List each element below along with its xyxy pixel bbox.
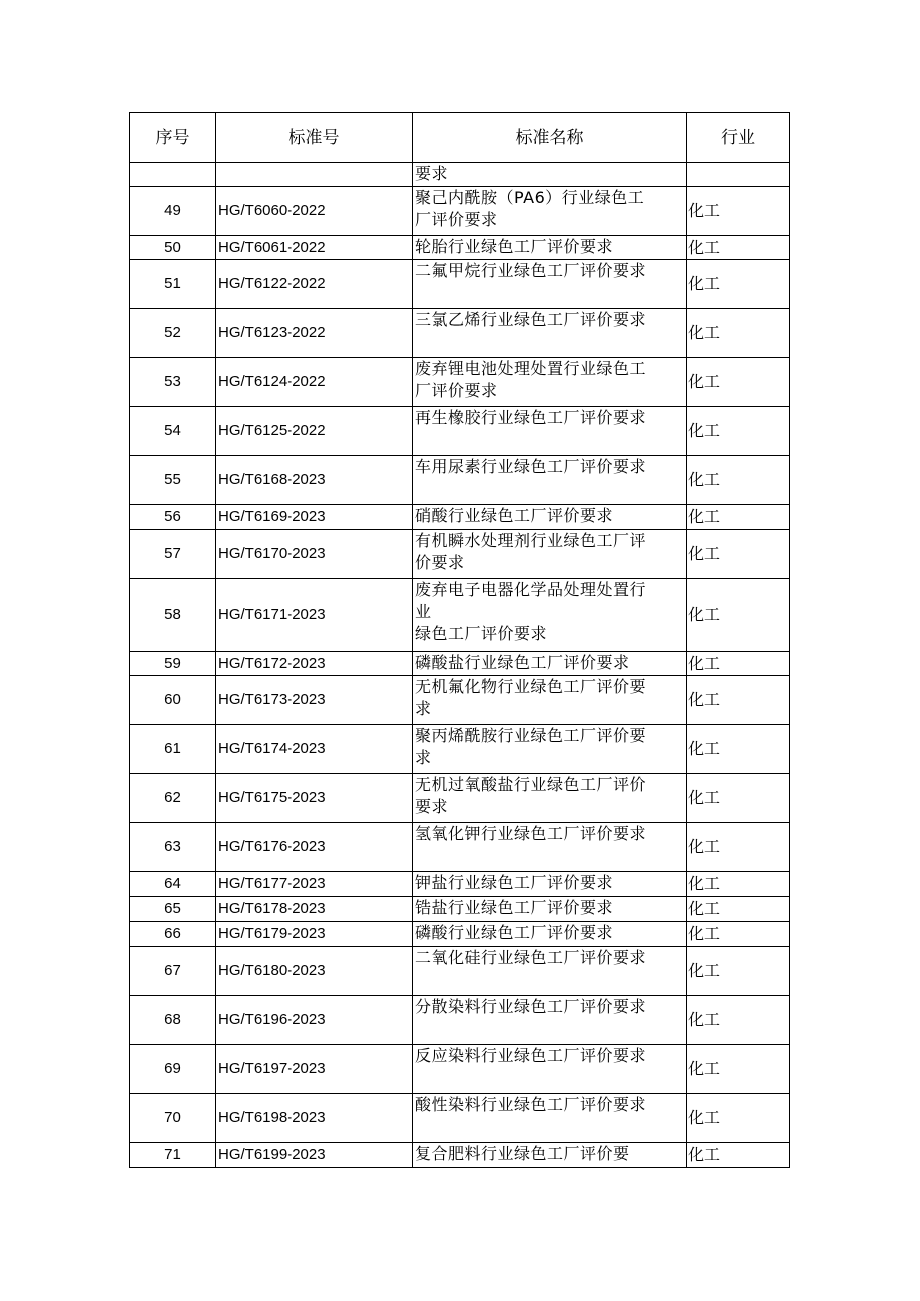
cell-no: 65 <box>130 897 216 922</box>
cell-no: 51 <box>130 260 216 309</box>
cell-no: 67 <box>130 947 216 996</box>
cell-industry: 化工 <box>687 187 790 236</box>
table-row <box>130 407 790 456</box>
cell-code: HG/T6172-2023 <box>216 652 413 676</box>
table-row <box>130 872 790 897</box>
cell-no: 66 <box>130 922 216 947</box>
cell-no <box>130 163 216 187</box>
table-row <box>130 579 790 652</box>
table-row <box>130 996 790 1045</box>
cell-name: 无机过氧酸盐行业绿色工厂评价 要求 <box>413 774 687 823</box>
cell-no: 59 <box>130 652 216 676</box>
cell-industry: 化工 <box>687 358 790 407</box>
cell-no: 54 <box>130 407 216 456</box>
cell-industry: 化工 <box>687 1143 790 1168</box>
cell-name: 聚丙烯酰胺行业绿色工厂评价要 求 <box>413 725 687 774</box>
cell-name: 轮胎行业绿色工厂评价要求 <box>413 236 687 260</box>
cell-industry: 化工 <box>687 1094 790 1143</box>
cell-name: 废弃电子电器化学品处理处置行 业 绿色工厂评价要求 <box>413 579 687 652</box>
cell-code: HG/T6122-2022 <box>216 260 413 309</box>
cell-industry: 化工 <box>687 922 790 947</box>
cell-code: HG/T6198-2023 <box>216 1094 413 1143</box>
table-row <box>130 456 790 505</box>
cell-name: 复合肥料行业绿色工厂评价要 <box>413 1143 687 1168</box>
cell-code: HG/T6177-2023 <box>216 872 413 897</box>
cell-no: 55 <box>130 456 216 505</box>
cell-code: HG/T6169-2023 <box>216 505 413 530</box>
header-code: 标准号 <box>216 113 413 163</box>
cell-no: 49 <box>130 187 216 236</box>
cell-code: HG/T6199-2023 <box>216 1143 413 1168</box>
table-row <box>130 922 790 947</box>
cell-industry: 化工 <box>687 947 790 996</box>
cell-name: 磷酸行业绿色工厂评价要求 <box>413 922 687 947</box>
cell-no: 58 <box>130 579 216 652</box>
cell-no: 50 <box>130 236 216 260</box>
cell-industry: 化工 <box>687 725 790 774</box>
table-row <box>130 676 790 725</box>
cell-code: HG/T6180-2023 <box>216 947 413 996</box>
cell-name: 硝酸行业绿色工厂评价要求 <box>413 505 687 530</box>
cell-code: HG/T6168-2023 <box>216 456 413 505</box>
cell-name: 钾盐行业绿色工厂评价要求 <box>413 872 687 897</box>
cell-industry: 化工 <box>687 1045 790 1094</box>
table-row <box>130 530 790 579</box>
cell-no: 71 <box>130 1143 216 1168</box>
cell-code: HG/T6123-2022 <box>216 309 413 358</box>
cell-industry: 化工 <box>687 505 790 530</box>
cell-name: 三氯乙烯行业绿色工厂评价要求 <box>413 309 687 358</box>
table-row-continuation <box>130 163 790 187</box>
cell-name: 聚己内酰胺（PA6）行业绿色工 厂评价要求 <box>413 187 687 236</box>
cell-code <box>216 163 413 187</box>
cell-industry: 化工 <box>687 676 790 725</box>
cell-no: 64 <box>130 872 216 897</box>
cell-name: 二氟甲烷行业绿色工厂评价要求 <box>413 260 687 309</box>
table-row <box>130 358 790 407</box>
cell-name: 有机瞬水处理剂行业绿色工厂评 价要求 <box>413 530 687 579</box>
table-row <box>130 260 790 309</box>
cell-code: HG/T6179-2023 <box>216 922 413 947</box>
cell-no: 52 <box>130 309 216 358</box>
cell-industry <box>687 163 790 187</box>
table-row <box>130 187 790 236</box>
cell-code: HG/T6176-2023 <box>216 823 413 872</box>
cell-code: HG/T6178-2023 <box>216 897 413 922</box>
cell-name: 再生橡胶行业绿色工厂评价要求 <box>413 407 687 456</box>
cell-name: 反应染料行业绿色工厂评价要求 <box>413 1045 687 1094</box>
cell-industry: 化工 <box>687 579 790 652</box>
header-name: 标准名称 <box>413 113 687 163</box>
table-row <box>130 1045 790 1094</box>
cell-name: 要求 <box>413 163 687 187</box>
cell-no: 63 <box>130 823 216 872</box>
table-row <box>130 1094 790 1143</box>
cell-name: 无机氟化物行业绿色工厂评价要 求 <box>413 676 687 725</box>
cell-industry: 化工 <box>687 996 790 1045</box>
table-row <box>130 774 790 823</box>
cell-code: HG/T6175-2023 <box>216 774 413 823</box>
cell-industry: 化工 <box>687 872 790 897</box>
cell-no: 68 <box>130 996 216 1045</box>
cell-name: 磷酸盐行业绿色工厂评价要求 <box>413 652 687 676</box>
cell-name: 二氧化硅行业绿色工厂评价要求 <box>413 947 687 996</box>
cell-code: HG/T6173-2023 <box>216 676 413 725</box>
header-industry: 行业 <box>687 113 790 163</box>
table-row <box>130 505 790 530</box>
cell-industry: 化工 <box>687 456 790 505</box>
cell-no: 53 <box>130 358 216 407</box>
cell-name: 分散染料行业绿色工厂评价要求 <box>413 996 687 1045</box>
cell-no: 70 <box>130 1094 216 1143</box>
table-row <box>130 897 790 922</box>
cell-industry: 化工 <box>687 652 790 676</box>
header-no: 序号 <box>130 113 216 163</box>
cell-code: HG/T6196-2023 <box>216 996 413 1045</box>
table-header-row <box>130 113 790 163</box>
cell-code: HG/T6125-2022 <box>216 407 413 456</box>
cell-code: HG/T6061-2022 <box>216 236 413 260</box>
table-row <box>130 947 790 996</box>
table-row <box>130 236 790 260</box>
table-row <box>130 725 790 774</box>
cell-industry: 化工 <box>687 823 790 872</box>
table-row <box>130 823 790 872</box>
cell-code: HG/T6170-2023 <box>216 530 413 579</box>
cell-no: 57 <box>130 530 216 579</box>
cell-industry: 化工 <box>687 407 790 456</box>
cell-no: 61 <box>130 725 216 774</box>
cell-code: HG/T6197-2023 <box>216 1045 413 1094</box>
cell-name: 酸性染料行业绿色工厂评价要求 <box>413 1094 687 1143</box>
table-row <box>130 309 790 358</box>
cell-industry: 化工 <box>687 236 790 260</box>
cell-name: 锆盐行业绿色工厂评价要求 <box>413 897 687 922</box>
cell-no: 62 <box>130 774 216 823</box>
cell-industry: 化工 <box>687 309 790 358</box>
cell-code: HG/T6174-2023 <box>216 725 413 774</box>
cell-name: 氢氧化钾行业绿色工厂评价要求 <box>413 823 687 872</box>
cell-industry: 化工 <box>687 897 790 922</box>
cell-no: 56 <box>130 505 216 530</box>
cell-no: 69 <box>130 1045 216 1094</box>
cell-name: 车用尿素行业绿色工厂评价要求 <box>413 456 687 505</box>
cell-no: 60 <box>130 676 216 725</box>
cell-code: HG/T6124-2022 <box>216 358 413 407</box>
cell-code: HG/T6060-2022 <box>216 187 413 236</box>
table-row <box>130 1143 790 1168</box>
cell-code: HG/T6171-2023 <box>216 579 413 652</box>
cell-industry: 化工 <box>687 260 790 309</box>
cell-name: 废弃锂电池处理处置行业绿色工 厂评价要求 <box>413 358 687 407</box>
cell-industry: 化工 <box>687 774 790 823</box>
table-row <box>130 652 790 676</box>
cell-industry: 化工 <box>687 530 790 579</box>
standards-table <box>129 112 790 1168</box>
